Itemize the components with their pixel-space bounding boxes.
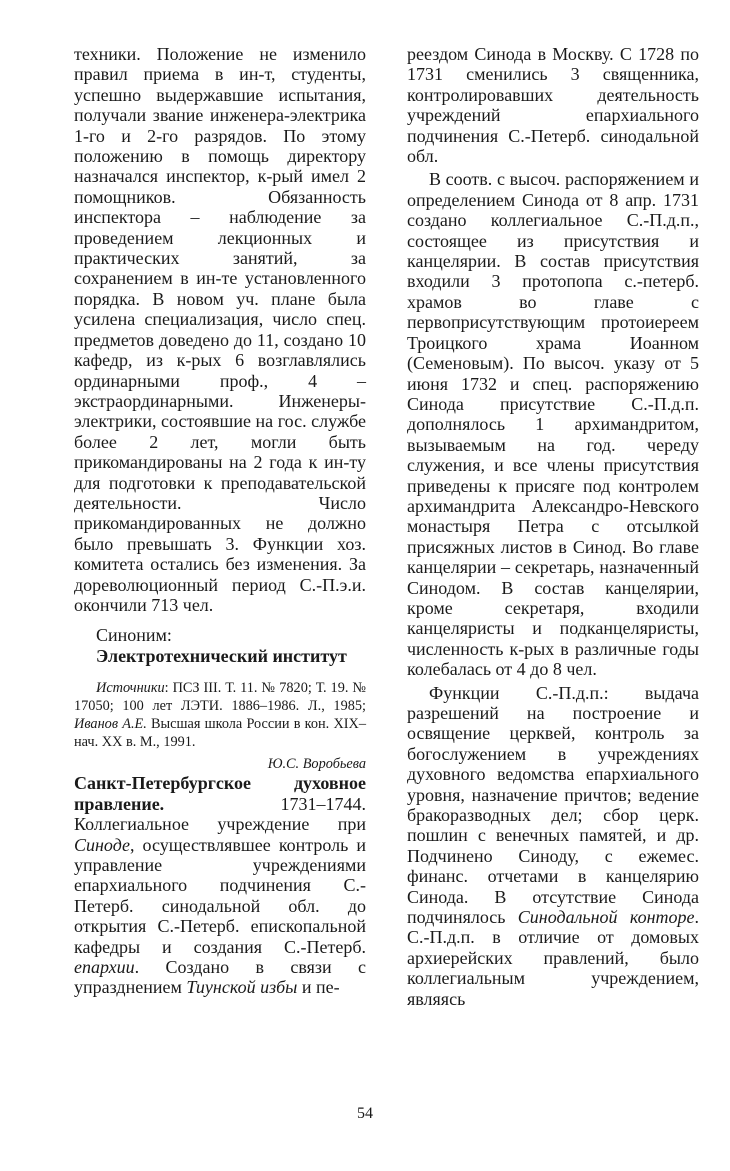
entry-title: Санкт-Петербургское духовное правление. — [74, 773, 366, 814]
synonym-block — [74, 625, 366, 667]
synonym-term: Электротехнический институт — [96, 646, 347, 667]
sources-tail: Высшая школа России в кон. XIX–нач. XX в. М., 1991. — [74, 716, 366, 751]
sources-author: Иванов А.Е. — [74, 716, 147, 733]
paragraph-electrotechnical-institute: техники. Положение не изменило правил приема в ин-т, студенты, успешно выдержавшие испытания, получали звание инженера-электрика 1-го и 2-го разрядов. По этому положению в помощь директору назначался инспектор, к-рый имел 2 помощников. Обязанность инспектора – наблюдение за проведением лекционных и практических занятий, за сохранением в ин-те установленного порядка. В новом уч. плане была усилена специализация, число спец. предметов доведено до 11, создано 10 кафедр, из к-рых 6 возглавлялись ординарными проф., 4 – экстраординарными. Инженеры-электрики, состоявшие на гос. службе более 2 лет, могли быть прикомандированы на 2 года к ин-ту для подготовки к преподавательской деятельности. Число прикомандированных не должно было превышать 3. Функции хоз. комитета остались без изменения. За дореволюционный период С.-П.э.и. окончили 713 чел. — [74, 44, 366, 615]
entry-spiritual-board — [74, 773, 366, 997]
functions-text-2: . С.-П.д.п. в отличие от домовых архиерейских правлений, было коллегиальным учреждением, являясь — [407, 907, 699, 1009]
entry-text-1: 1731–1744. Коллегиальное учреждение при — [74, 793, 366, 835]
sources-block — [74, 679, 366, 751]
entry-text-3: . Создано в связи с упразднением — [74, 957, 366, 998]
page-number: 54 — [357, 1105, 373, 1122]
synonym-label: Синоним: — [96, 625, 172, 646]
paragraph-functions — [407, 683, 699, 1010]
entry-text-2: , осуществлявшее контроль и управление учреждениями епархиального подчинения С.-Петерб. синодальной обл. до открытия С.-Петерб. епископальной кафедры и создания С.-Петерб. — [74, 834, 366, 957]
sources-label: Источники — [96, 680, 165, 697]
entry-link-eparchy: епархии — [74, 957, 135, 978]
functions-link-synodal-office: Синодальной конторе — [517, 907, 695, 928]
paragraph-continuation: реездом Синода в Москву. С 1728 по 1731 сменились 3 священника, контролировавших деятельность учреждений епархиального подчинения С.-Петерб. синодальной обл. — [407, 44, 699, 167]
right-column — [407, 44, 699, 1009]
functions-text-1: Функции С.-П.д.п.: выдача разрешений на построение и освящение церквей, контроль за богослужением в учреждениях духовного ведомства епархиального уровня, назначение причтов; ведение бракоразводных дел; сбор церк. пошлин с венечных памятей, и др. Подчинено Синоду, с ежемес. финанс. отчетами в канцелярию Синода. В отсутствие Синода подчинялось — [407, 682, 699, 928]
entry-link-synod: Синоде — [74, 834, 131, 855]
paragraph-establishment: В соотв. с высоч. распоряжением и определением Синода от 8 апр. 1731 создано коллегиальное С.-П.д.п., состоящее из присутствия и канцелярии. В состав присутствия входили 3 протопопа с.-петерб. храмов во главе с первоприсутствующим протоиереем Троицкого храма Иоанном (Семеновым). По высоч. указу от 5 июня 1732 и спец. распоряжению Синода присутствие С.-П.д.п. дополнялось 1 архимандритом, вызываемым на год. череду служения, и все члены присутствия приведены к присяге под контролем архимандрита Александро-Невского монастыря Петра с отсылкой присяжных листов в Синод. Во главе канцелярии – секретарь, назначенный Синодом. В состав канцелярии, кроме секретаря, входили канцеляристы и подканцеляристы, численность к-рых в различные годы колебалась от 4 до 8 чел. — [407, 169, 699, 680]
entry-text-4: и пе- — [297, 977, 340, 998]
left-column — [74, 44, 366, 998]
author-signature: Ю.С. Воробьева — [267, 756, 366, 773]
entry-link-tiunskaya-izba: Тиунской избы — [186, 977, 298, 998]
sources-text: : ПСЗ III. Т. 11. № 7820; Т. 19. № 17050; 100 лет ЛЭТИ. 1886–1986. Л., 1985; — [74, 680, 366, 715]
